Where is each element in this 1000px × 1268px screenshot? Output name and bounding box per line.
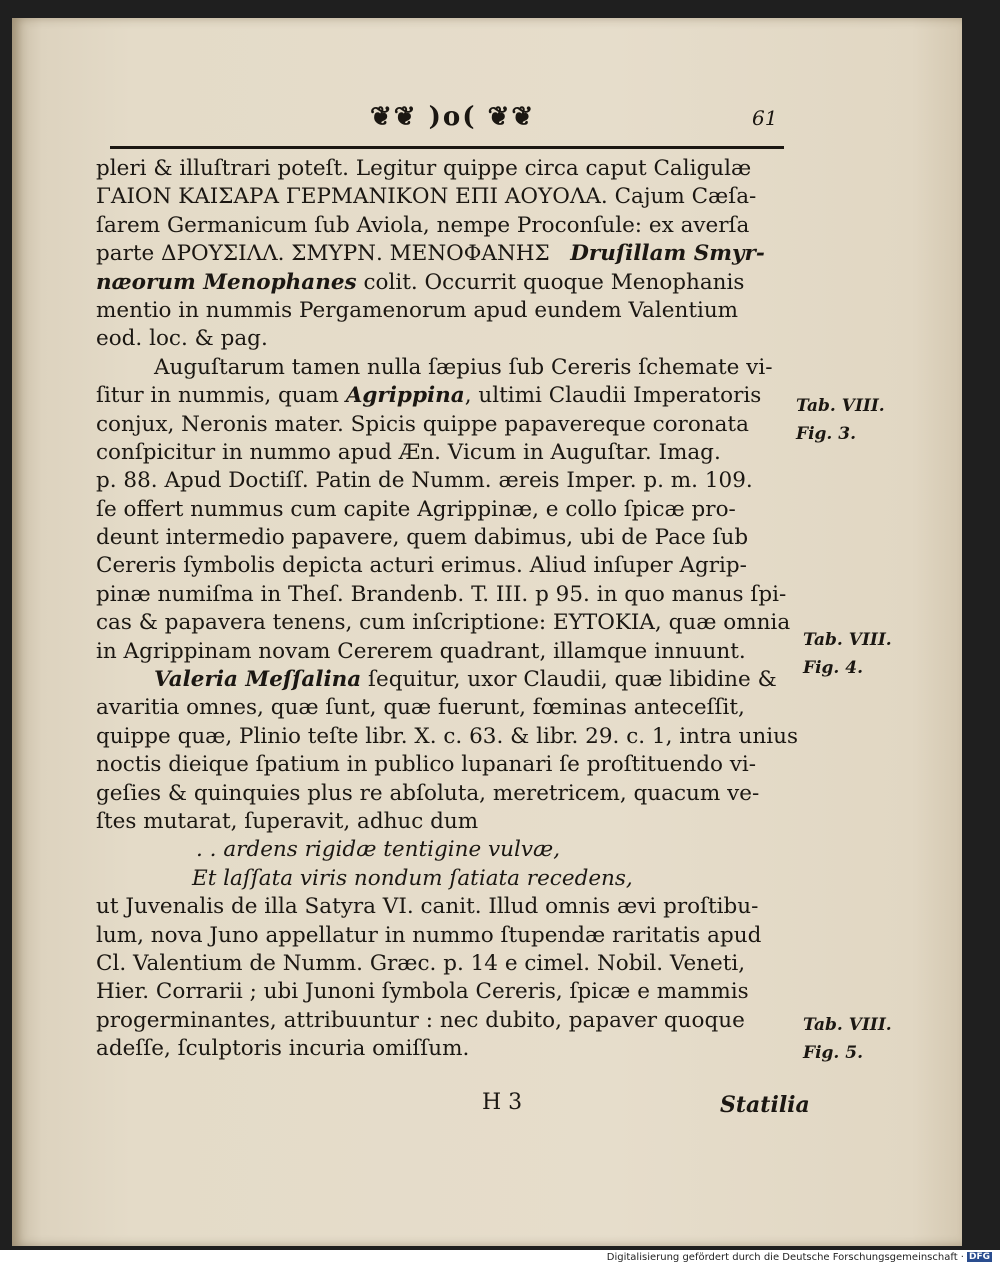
text-line: conſpicitur in nummo apud Æn. Vicum in Auguſtar. Imag. (96, 439, 721, 465)
page-body (96, 155, 799, 1064)
verse-line: . . ardens rigidæ tentigine vulvæ, (196, 837, 561, 863)
text-segment: , ultimi Claudii Imperatoris (464, 383, 762, 409)
text-line (96, 240, 796, 268)
text-line: ſarem Germanicum ſub Aviola, nempe Proconſule: ex averſa (96, 212, 750, 238)
text-line (96, 666, 796, 694)
text-line: Auguſtarum tamen nulla ſæpius ſub Cereris ſchemate vi- (154, 354, 773, 380)
italic-name: Agrippina (345, 383, 465, 409)
text-line (96, 382, 796, 410)
text-line: ut Juvenalis de illa Satyra VI. canit. Illud omnis ævi proſtibu- (96, 894, 759, 920)
text-line: deunt intermedio papavere, quem dabimus, ubi de Pace ſub (96, 525, 749, 551)
text-line: noctis dieique ſpatium in publico lupanari ſe proſtituendo vi- (96, 752, 757, 778)
header-ornament: ❦❦ )o( ❦❦ (370, 102, 536, 132)
text-segment: ſequitur, uxor Claudii, quæ libidine & (368, 667, 777, 693)
text-line: in Agrippinam novam Cererem quadrant, illamque innuunt. (96, 638, 746, 664)
margin-note-fig: Fig. 4. (803, 658, 863, 678)
margin-note-fig: Fig. 5. (803, 1043, 863, 1063)
text-line: ΓΑΙΟΝ ΚΑΙΣΑΡΑ ΓΕΡΜΑΝΙΚΟΝ ΕΠΙ ΑΟΥΟΛΑ. Cajum Cæſa- (96, 184, 757, 210)
margin-note-tab: Tab. VIII. (803, 630, 892, 650)
text-line: eod. loc. & pag. (96, 326, 268, 352)
italic-phrase: næorum Menophanes (96, 269, 357, 295)
text-line: adeſſe, ſculptoris incuria omiſſum. (96, 1036, 470, 1062)
text-line: conjux, Neronis mater. Spicis quippe papavereque coronata (96, 411, 749, 437)
margin-note-fig: Fig. 3. (796, 424, 856, 444)
signature-mark: H 3 (482, 1090, 523, 1115)
text-line: quippe quæ, Plinio teſte libr. X. c. 63. & libr. 29. c. 1, intra unius (96, 723, 799, 749)
text-line: cas & papavera tenens, cum inſcriptione: ΕΥΤΟΚΙΑ, quæ omnia (96, 610, 791, 636)
text-line: ſe offert nummus cum capite Agrippinæ, e collo ſpicæ pro- (96, 496, 736, 522)
text-line (96, 269, 796, 297)
text-line: ſtes mutarat, ſuperavit, adhuc dum (96, 808, 479, 834)
verse-line: Et laſſata viris nondum ſatiata recedens, (192, 865, 633, 891)
text-line: p. 88. Apud Doctiſſ. Patin de Numm. æreis Imper. p. m. 109. (96, 468, 753, 494)
page-number: 61 (752, 106, 778, 130)
text-line: Cereris ſymbolis depicta acturi erimus. Aliud inſuper Agrip- (96, 553, 747, 579)
margin-note-tab: Tab. VIII. (803, 1015, 892, 1035)
text-line: progerminantes, attribuuntur : nec dubito, papaver quoque (96, 1007, 745, 1033)
text-line: lum, nova Juno appellatur in nummo ſtupendæ raritatis apud (96, 922, 762, 948)
text-line: pinæ numiſma in Theſ. Brandenb. T. III. p 95. in quo manus ſpi- (96, 581, 787, 607)
header-rule (110, 146, 784, 149)
running-header (110, 102, 790, 142)
text-segment: ſitur in nummis, quam (96, 383, 339, 409)
italic-phrase: Druſillam Smyr- (570, 241, 765, 267)
text-line: mentio in nummis Pergamenorum apud eundem Valentium (96, 297, 739, 323)
credit-text: Digitalisierung gefördert durch die Deutsche Forschungsgemeinschaft (606, 1252, 958, 1263)
catchword: Statilia (720, 1092, 810, 1118)
dfg-logo: DFG (968, 1252, 990, 1262)
text-line: Cl. Valentium de Numm. Græc. p. 14 e cimel. Nobil. Veneti, (96, 950, 746, 976)
margin-note-tab: Tab. VIII. (796, 396, 885, 416)
text-line: Hier. Corrarii ; ubi Junoni ſymbola Cereris, ſpicæ e mammis (96, 979, 749, 1005)
digitization-credit: Digitalisierung gefördert durch die Deutsche Forschungsgemeinschaft · DFG (606, 1252, 990, 1263)
italic-name: Valeria Meſſalina (154, 667, 362, 693)
text-segment: colit. Occurrit quoque Menophanis (363, 269, 745, 295)
text-line: pleri & illuſtrari poteſt. Legitur quippe circa caput Caligulæ (96, 156, 752, 181)
text-line: avaritia omnes, quæ ſunt, quæ fuerunt, fœminas anteceſſit, (96, 695, 745, 721)
greek-inscription: parte ΔΡΟΥΣΙΛΛ. ΣΜΥΡΝ. ΜΕΝΟΦΑΝΗΣ (96, 241, 550, 267)
text-line: geſies & quinquies plus re abſoluta, meretricem, quacum ve- (96, 780, 760, 806)
